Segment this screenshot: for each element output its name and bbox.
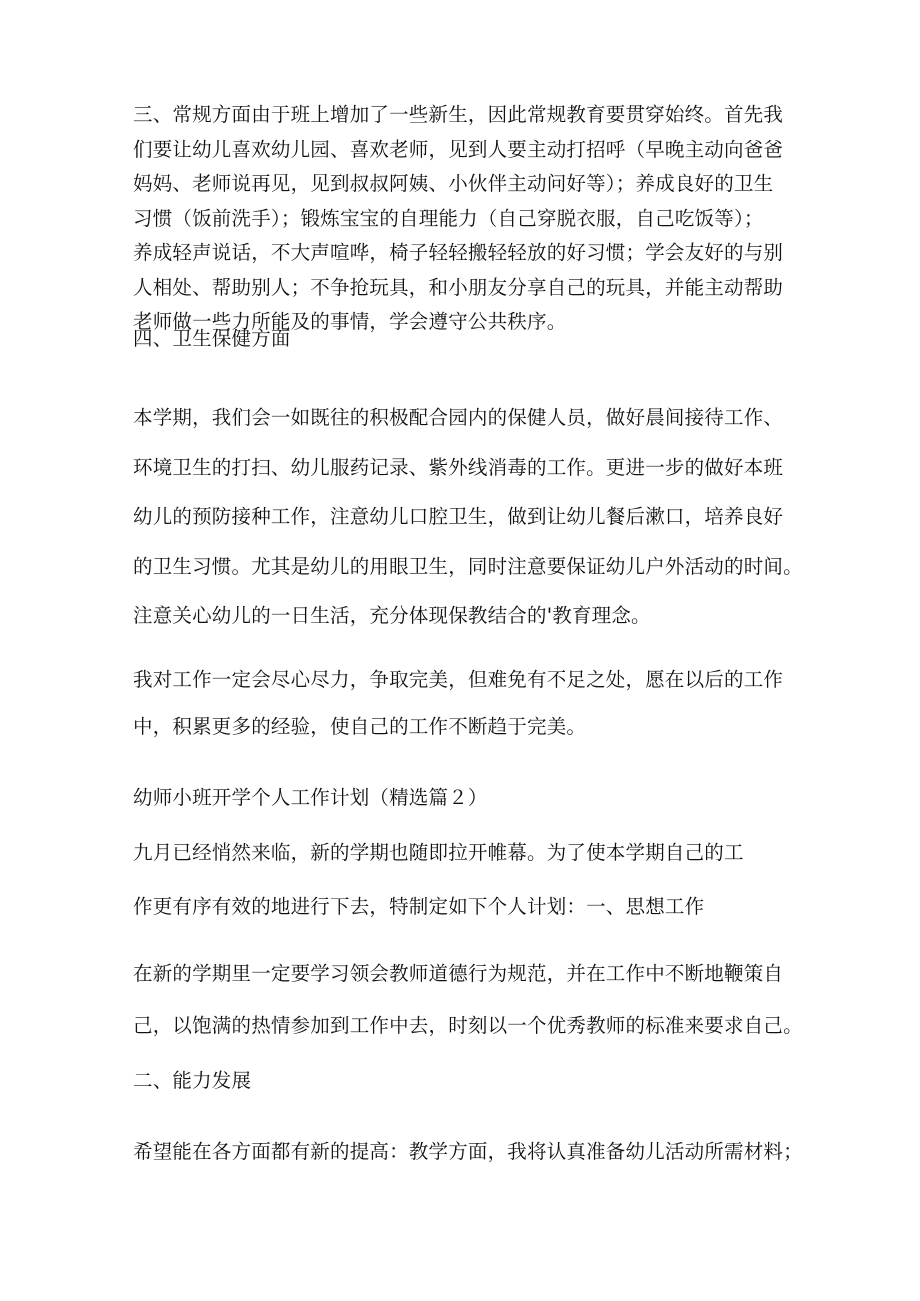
text-line: 妈妈、老师说再见，见到叔叔阿姨、小伙伴主动问好等）；养成良好的卫生	[133, 172, 774, 195]
heading-text: 二、能力发展	[133, 1069, 252, 1092]
text-line: 三、常规方面由于班上增加了一些新生，因此常规教育要贯穿始终。首先我	[133, 103, 784, 126]
title-text: 幼师小班开学个人工作计划（精选篇２）	[133, 786, 488, 809]
text-line: 本学期，我们会一如既往的积极配合园内的保健人员，做好晨间接待工作、	[133, 406, 784, 429]
text-line: 幼儿的预防接种工作，注意幼儿口腔卫生，做到让幼儿餐后漱口，培养良好	[133, 505, 784, 528]
text-line: 在新的学期里一定要学习领会教师道德行为规范，并在工作中不断地鞭策自	[133, 962, 784, 985]
text-line: 作更有序有效的地进行下去，特制定如下个人计划：一、思想工作	[133, 895, 705, 918]
text-line: 的卫生习惯。尤其是幼儿的用眼卫生，同时注意要保证幼儿户外活动的时间。	[133, 554, 803, 578]
text-line: 中，积累更多的经验，使自己的工作不断趋于完美。	[133, 715, 587, 738]
text-line: 养成轻声说话，不大声喧哗，椅子轻轻搬轻轻放的好习惯；学会友好的与别	[133, 241, 784, 264]
text-line: 希望能在各方面都有新的提高：教学方面，我将认真准备幼儿活动所需材料；	[133, 1140, 803, 1163]
heading-health-care	[133, 322, 803, 356]
text-line: 注意关心幼儿的一日生活，充分体现保教结合的'教育理念。	[133, 604, 651, 627]
text-line: 我对工作一定会尽心尽力，争取完美，但难免有不足之处，愿在以后的工作	[133, 668, 784, 691]
text-line: 老师做一些力所能及的事情，学会遵守公共秩序。	[133, 310, 567, 333]
heading-ability-development	[133, 1064, 803, 1098]
heading-text: 四、卫生保健方面	[133, 327, 291, 350]
paragraph-intro	[133, 826, 803, 934]
paragraph-ability-development	[133, 1135, 803, 1169]
text-line: 环境卫生的打扫、幼儿服药记录、紫外线消毒的工作。更进一步的做好本班	[133, 455, 784, 479]
article-title	[133, 781, 803, 815]
paragraph-routine-education	[133, 98, 803, 340]
paragraph-closing	[133, 656, 803, 750]
text-line: 人相处、帮助别人；不争抢玩具，和小朋友分享自己的玩具，并能主动帮助	[133, 275, 784, 299]
paragraph-health-care	[133, 393, 803, 641]
text-line: 们要让幼儿喜欢幼儿园、喜欢老师，见到人要主动打招呼（早晚主动向爸爸	[133, 137, 784, 161]
paragraph-thought-work	[133, 948, 803, 1052]
text-line: 习惯（饭前洗手）；锻炼宝宝的自理能力（自己穿脱衣服，自己吃饭等）；	[133, 206, 764, 230]
text-line: 己，以饱满的热情参加到工作中去，时刻以一个优秀教师的标准来要求自己。	[133, 1014, 803, 1037]
text-line: 九月已经悄然来临，新的学期也随即拉开帷幕。为了使本学期自己的工	[133, 841, 744, 864]
